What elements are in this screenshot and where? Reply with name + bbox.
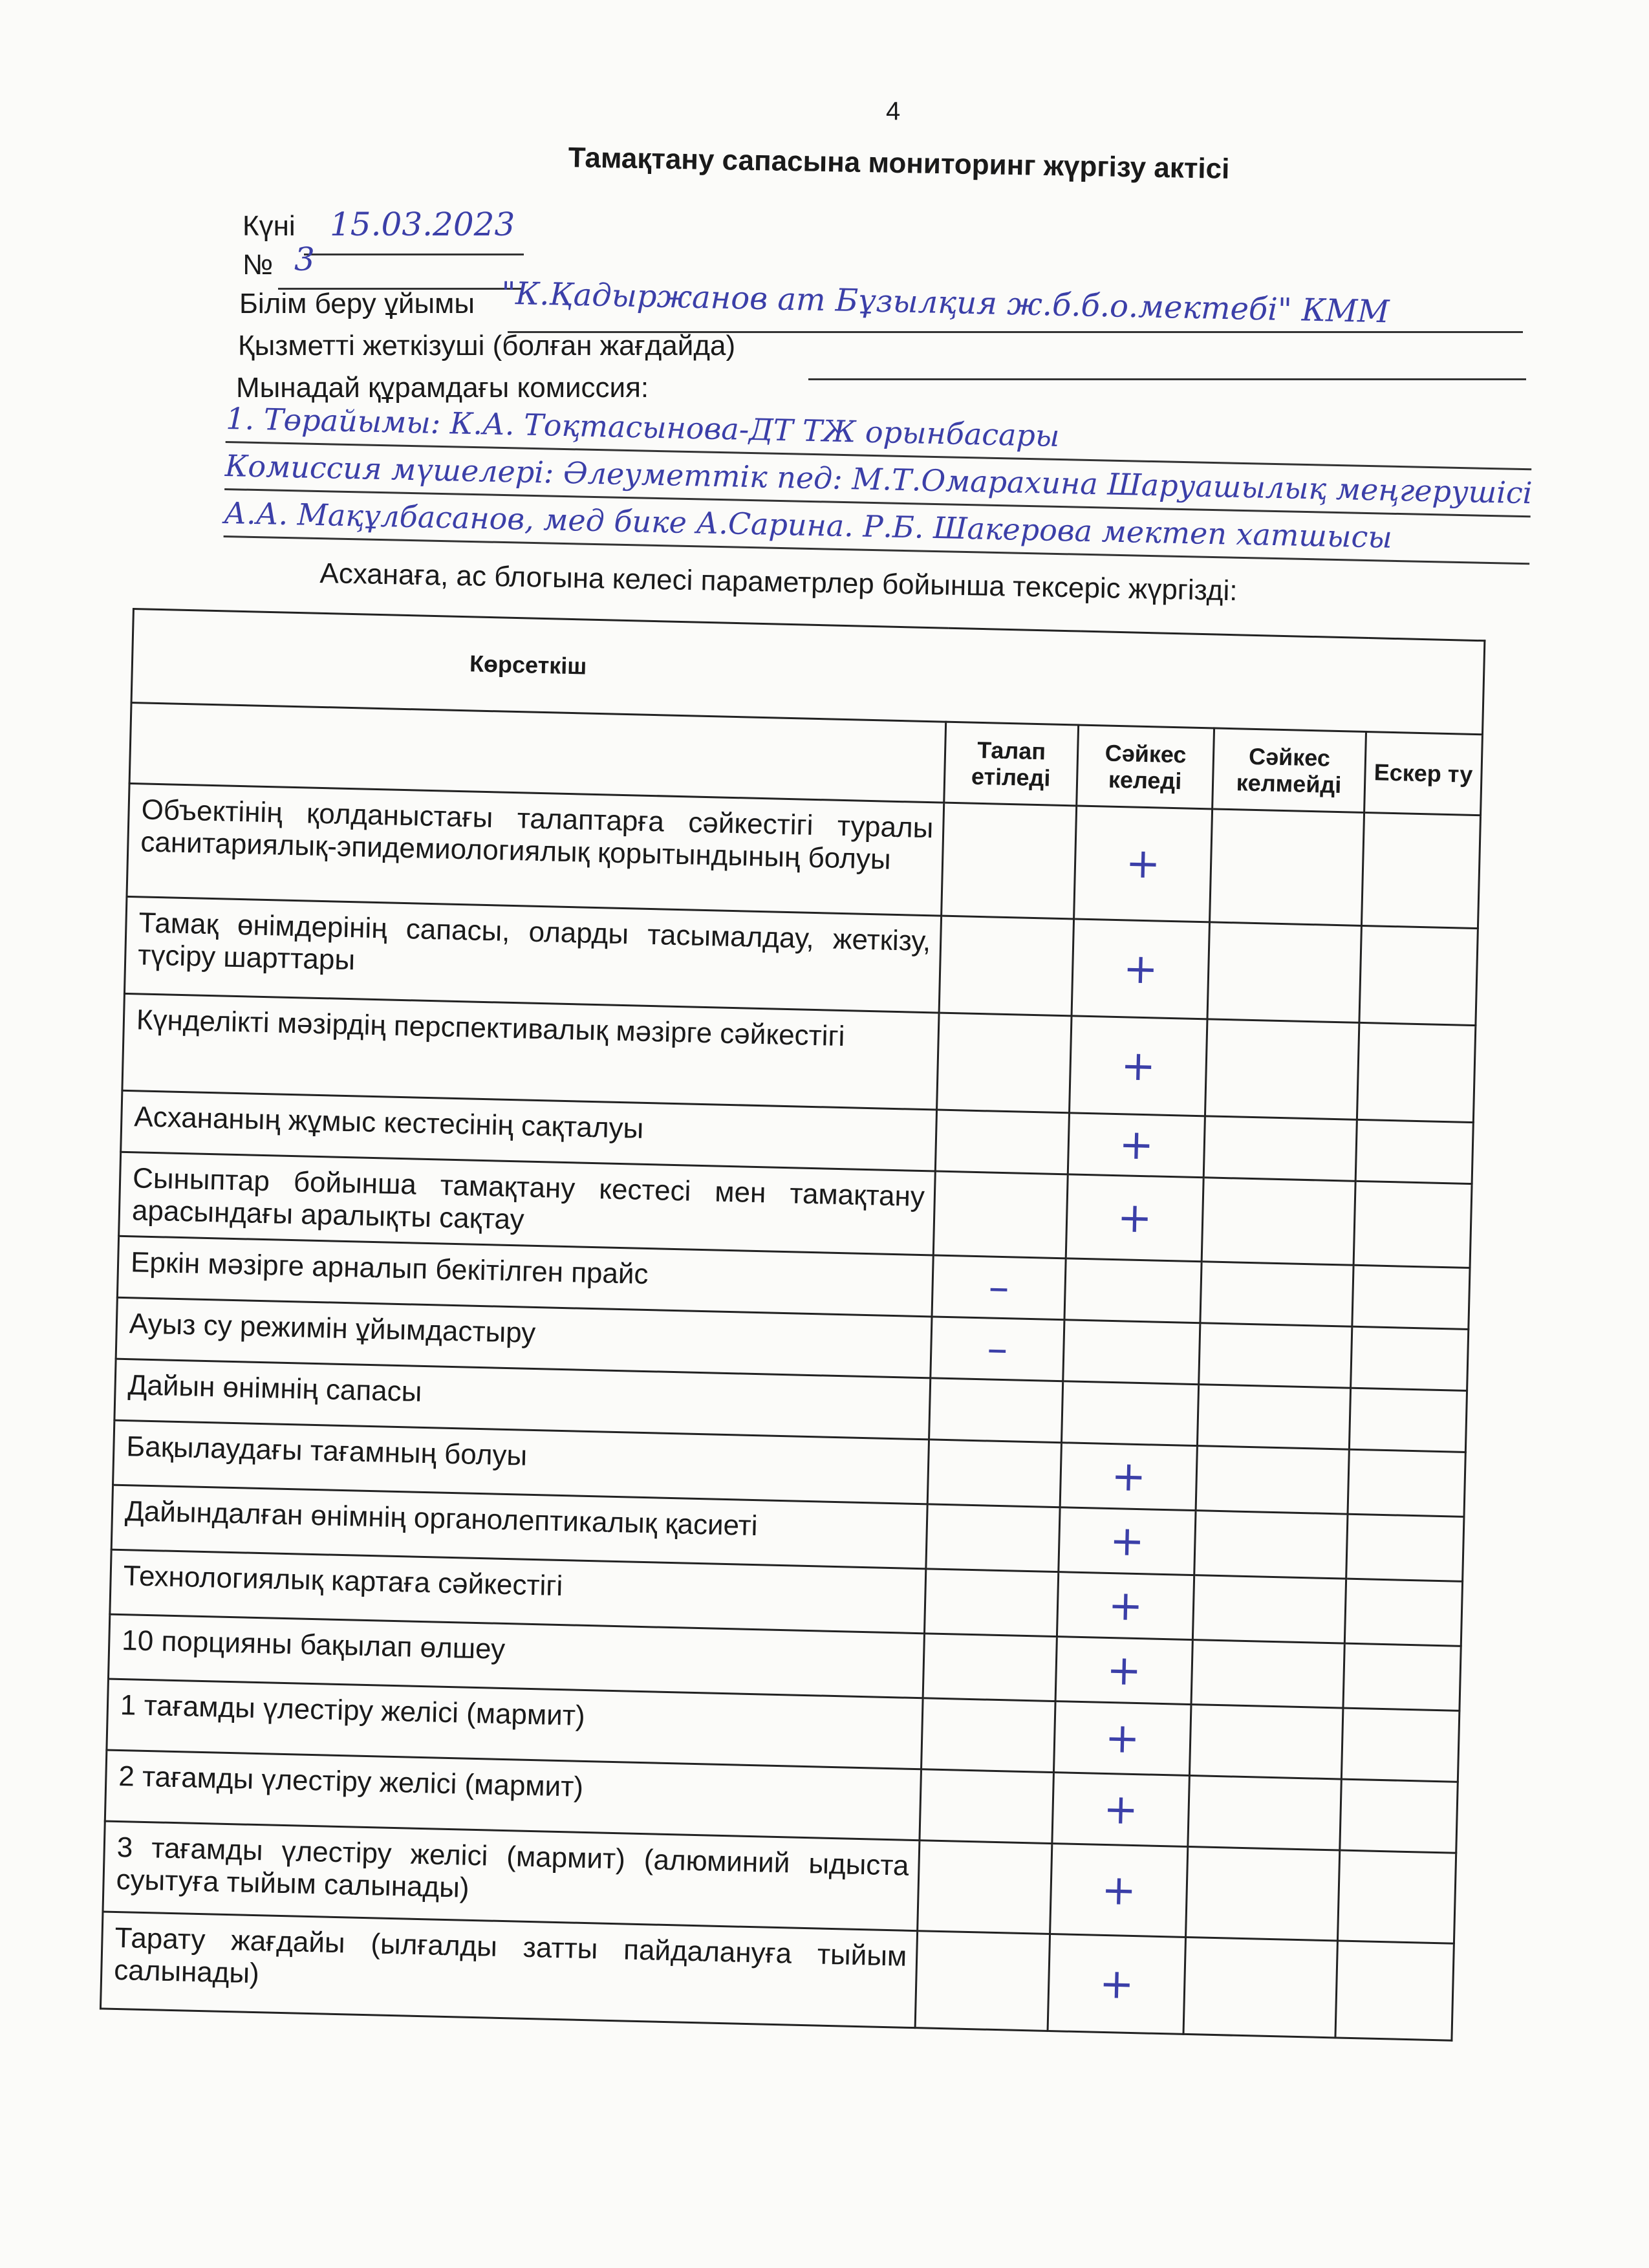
row-indicator-label: Технологиялық картаға сәйкестігі xyxy=(110,1550,926,1634)
required-cell[interactable] xyxy=(929,1378,1063,1443)
inspection-text: Асханаға, ас блогына келесі параметрлер бойынша тексеріс жүргізді: xyxy=(319,557,1238,607)
compliant-cell[interactable]: + xyxy=(1052,1773,1190,1847)
required-cell[interactable] xyxy=(915,1931,1050,2031)
noncompliant-cell[interactable] xyxy=(1196,1446,1349,1515)
compliant-cell[interactable]: + xyxy=(1057,1572,1194,1640)
row-indicator-label: Дайындалған өнімнің органолептикалық қасиеті xyxy=(111,1485,927,1569)
row-indicator-label: 3 тағамды үлестіру желісі (мармит) (алюминий ыдыста суытуға тыйым салынады) xyxy=(103,1821,920,1931)
compliant-cell[interactable]: + xyxy=(1072,919,1209,1019)
required-cell[interactable] xyxy=(935,1110,1069,1174)
noncompliant-cell[interactable] xyxy=(1186,1846,1340,1940)
required-cell[interactable] xyxy=(937,1013,1072,1113)
compliant-cell[interactable]: + xyxy=(1055,1637,1192,1705)
compliant-cell[interactable] xyxy=(1064,1258,1202,1323)
inspection-table-wrapper xyxy=(100,608,1483,2042)
noncompliant-cell[interactable] xyxy=(1199,1323,1352,1388)
noncompliant-cell[interactable] xyxy=(1203,1116,1357,1182)
noncompliant-cell[interactable] xyxy=(1210,809,1364,925)
note-cell[interactable] xyxy=(1349,1388,1467,1452)
row-indicator-label: Объектінің қолданыстағы талаптарға сәйкестігі туралы санитариялық-эпидемиологиялық қорытындының болуы xyxy=(127,783,944,916)
header-indicator: Көрсеткіш xyxy=(131,609,1485,735)
compliant-cell[interactable]: + xyxy=(1048,1934,1185,2034)
row-indicator-label: Бақылаудағы тағамның болуы xyxy=(113,1420,929,1504)
row-indicator-label: 10 порцияны бақылап өлшеу xyxy=(108,1614,924,1698)
row-indicator-label: Тарату жағдайы (ылғалды затты пайдалануға тыйым салынады) xyxy=(100,1912,917,2028)
page-number: 4 xyxy=(886,97,901,125)
row-indicator-label: Еркін мәзірге арналып бекітілген прайс xyxy=(117,1236,933,1317)
date-value[interactable]: 15.03.2023 xyxy=(330,206,515,243)
compliant-cell[interactable] xyxy=(1061,1381,1198,1446)
noncompliant-cell[interactable] xyxy=(1207,922,1361,1022)
note-cell[interactable] xyxy=(1352,1265,1470,1329)
row-indicator-label: Ауыз су режимін ұйымдастыру xyxy=(116,1297,932,1378)
note-cell[interactable] xyxy=(1357,1022,1475,1122)
compliant-cell[interactable]: + xyxy=(1050,1844,1188,1938)
note-cell[interactable] xyxy=(1351,1326,1469,1390)
noncompliant-cell[interactable] xyxy=(1192,1575,1346,1644)
note-cell[interactable] xyxy=(1348,1449,1465,1517)
commission-line-text[interactable]: 1. Төрайымы: К.А. Тоқтасынова-ДТ ТЖ орынбасары xyxy=(225,401,1060,453)
date-label: Күні xyxy=(242,210,296,242)
compliant-cell[interactable]: + xyxy=(1060,1443,1197,1511)
note-cell[interactable] xyxy=(1341,1708,1460,1782)
noncompliant-cell[interactable] xyxy=(1188,1776,1342,1851)
compliant-cell[interactable] xyxy=(1063,1320,1200,1385)
required-cell[interactable] xyxy=(939,916,1073,1016)
note-cell[interactable] xyxy=(1359,925,1478,1025)
required-cell[interactable] xyxy=(921,1698,1056,1773)
note-cell[interactable] xyxy=(1346,1514,1464,1581)
required-cell[interactable] xyxy=(942,803,1077,919)
inspection-table xyxy=(100,608,1486,2042)
note-cell[interactable] xyxy=(1340,1779,1458,1853)
note-cell[interactable] xyxy=(1361,812,1480,928)
row-indicator-label: Сыныптар бойынша тамақтану кестесі мен тамақтану арасындағы аралықты сақтау xyxy=(119,1152,936,1255)
commission-lines xyxy=(223,401,1532,570)
noncompliant-cell[interactable] xyxy=(1189,1705,1343,1780)
noncompliant-cell[interactable] xyxy=(1191,1640,1344,1709)
note-cell[interactable] xyxy=(1343,1643,1461,1711)
required-cell[interactable] xyxy=(926,1504,1060,1572)
header-noncompliant: Сәйкес келмейді xyxy=(1212,728,1366,813)
required-cell[interactable] xyxy=(924,1569,1058,1637)
commission-line-text[interactable]: А.А. Мақұлбасанов, мед бике А.Сарина. Р.Б. Шакерова мектеп хатшысы xyxy=(223,495,1393,555)
header-required: Талап етіледі xyxy=(944,722,1079,806)
org-label: Білім беру ұйымы xyxy=(239,288,475,319)
noncompliant-cell[interactable] xyxy=(1194,1511,1348,1579)
note-cell[interactable] xyxy=(1337,1850,1456,1943)
commission-line-text[interactable]: Комиссия мүшелері: Әлеуметтік пед: М.Т.Омарахина Шаруашылық меңгерушісі xyxy=(224,448,1533,511)
commission-label: Мынадай құрамдағы комиссия: xyxy=(236,372,649,404)
noncompliant-cell[interactable] xyxy=(1202,1178,1355,1266)
required-cell[interactable] xyxy=(927,1440,1061,1507)
required-cell[interactable] xyxy=(918,1841,1052,1934)
row-indicator-label: Тамақ өнімдерінің сапасы, оларды тасымалдау, жеткізу, түсіру шарттары xyxy=(124,896,941,1013)
header-compliant: Сәйкес келеді xyxy=(1077,725,1214,809)
row-indicator-label: Күнделікті мәзірдің перспективалық мәзірге сәйкестігі xyxy=(122,993,939,1110)
noncompliant-cell[interactable] xyxy=(1205,1019,1359,1119)
note-cell[interactable] xyxy=(1355,1119,1473,1183)
noncompliant-cell[interactable] xyxy=(1197,1385,1350,1450)
org-value[interactable]: "К.Қадыржанов ат Бұзылқия ж.б.б.о.мектебі" КММ xyxy=(501,275,1390,330)
compliant-cell[interactable]: + xyxy=(1053,1701,1191,1776)
supplier-label: Қызметті жеткізуші (болған жағдайда) xyxy=(238,330,736,362)
compliant-cell[interactable]: + xyxy=(1068,1113,1205,1178)
supplier-underline[interactable] xyxy=(808,378,1526,380)
table-body xyxy=(100,783,1480,2040)
noncompliant-cell[interactable] xyxy=(1200,1262,1353,1327)
row-indicator-label: 2 тағамды үлестіру желісі (мармит) xyxy=(105,1750,921,1841)
required-cell[interactable]: – xyxy=(932,1255,1066,1320)
row-indicator-label: 1 тағамды үлестіру желісі (мармит) xyxy=(107,1679,923,1769)
header-note: Ескер ту xyxy=(1364,731,1483,815)
note-cell[interactable] xyxy=(1353,1181,1472,1268)
required-cell[interactable] xyxy=(923,1634,1057,1701)
compliant-cell[interactable]: + xyxy=(1070,1016,1207,1116)
row-indicator-label: Асхананың жұмыс кестесінің сақталуы xyxy=(121,1090,937,1171)
noncompliant-cell[interactable] xyxy=(1183,1937,1337,2037)
compliant-cell[interactable]: + xyxy=(1074,806,1212,922)
compliant-cell[interactable]: + xyxy=(1059,1507,1196,1575)
document-title: Тамақтану сапасына мониторинг жүргізу актісі xyxy=(568,142,1230,185)
number-value[interactable]: 3 xyxy=(294,241,315,278)
note-cell[interactable] xyxy=(1344,1579,1462,1646)
required-cell[interactable]: – xyxy=(931,1317,1064,1381)
date-underline xyxy=(304,254,524,255)
row-indicator-label: Дайын өнімнің сапасы xyxy=(114,1359,931,1440)
required-cell[interactable] xyxy=(920,1769,1054,1844)
required-cell[interactable] xyxy=(933,1171,1068,1258)
compliant-cell[interactable]: + xyxy=(1066,1174,1203,1262)
note-cell[interactable] xyxy=(1335,1941,1454,2040)
number-label: № xyxy=(242,249,274,281)
